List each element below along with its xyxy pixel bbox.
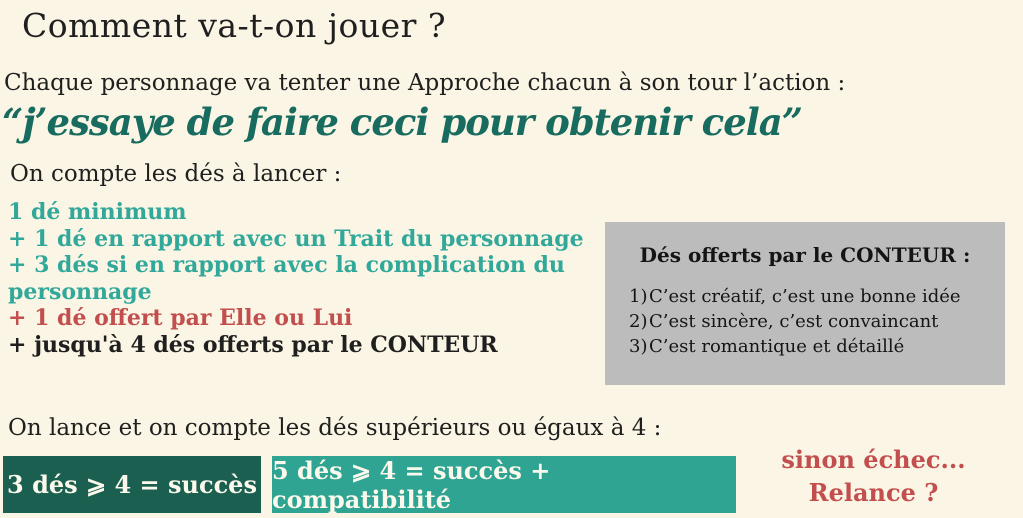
roll-instruction: On lance et on compte les dés supérieurs ou égaux à 4 : xyxy=(8,415,662,441)
compatibility-badge: 5 dés ⩾ 4 = succès + compatibilité xyxy=(272,456,736,513)
dice-rule-trait: + 1 dé en rapport avec un Trait du personnage xyxy=(8,225,584,252)
list-item-number: 3) xyxy=(629,336,648,357)
list-item-text: C’est sincère, c’est convaincant xyxy=(649,311,939,332)
list-item xyxy=(605,309,1005,334)
conteur-gift-box xyxy=(605,222,1005,385)
failure-line: sinon échec... xyxy=(781,445,966,474)
list-item-number: 2) xyxy=(629,311,648,332)
success-badge: 3 dés ⩾ 4 = succès xyxy=(3,456,261,513)
approach-quote: “j’essaye de faire ceci pour obtenir cela” xyxy=(2,100,803,144)
page-title: Comment va-t-on jouer ? xyxy=(22,6,447,45)
list-item xyxy=(605,284,1005,309)
intro-text: Chaque personnage va tenter une Approche chacun à son tour l’action : xyxy=(4,70,846,96)
list-item-number: 1) xyxy=(629,286,648,307)
dice-rules-list xyxy=(8,199,593,358)
list-item-text: C’est romantique et détaillé xyxy=(649,336,905,357)
dice-rule-complication: + 3 dés si en rapport avec la complication du personnage xyxy=(8,252,565,305)
list-item-text: C’est créatif, c’est une bonne idée xyxy=(649,286,961,307)
failure-note xyxy=(766,443,981,509)
gift-box-title: Dés offerts par le CONTEUR : xyxy=(639,243,971,267)
dice-count-label: On compte les dés à lancer : xyxy=(10,161,342,187)
relance-line: Relance ? xyxy=(808,478,939,507)
dice-rule-minimum: 1 dé minimum xyxy=(8,199,187,225)
dice-rule-conteur: + jusqu'à 4 dés offerts par le CONTEUR xyxy=(8,331,498,358)
list-item xyxy=(605,334,1005,359)
gift-box-list xyxy=(605,284,1005,359)
dice-rule-elle-ou-lui: + 1 dé offert par Elle ou Lui xyxy=(8,305,353,331)
